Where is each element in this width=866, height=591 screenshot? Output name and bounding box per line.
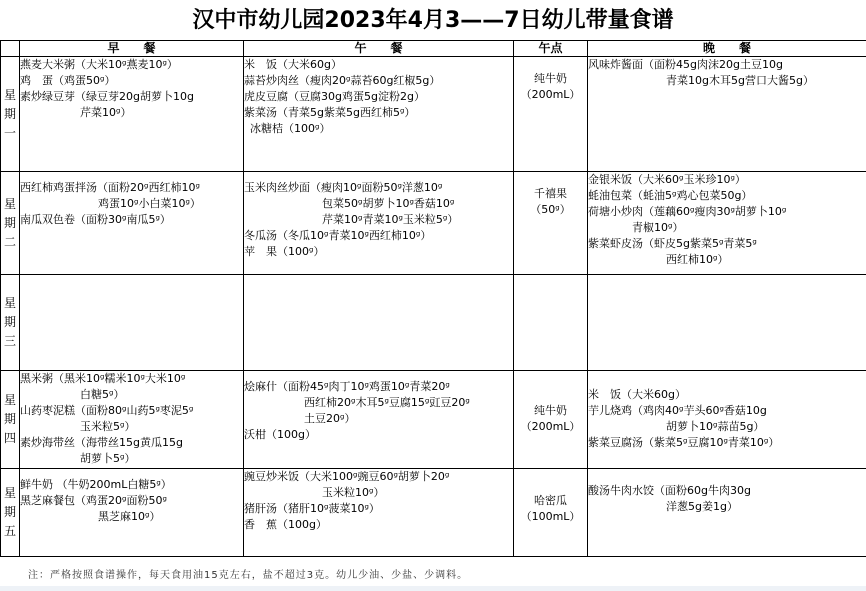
snack-name: 纯牛奶 [534,72,567,85]
breakfast-cell [20,172,244,275]
snack-cell [514,172,588,275]
dish-line: 胡萝卜10ᵍ蒜苗5g） [666,420,765,433]
corner-cell [1,41,20,57]
dish-line: 虎皮豆腐（豆腐30g鸡蛋5g淀粉2g） [244,90,425,103]
day-char: 期 [3,106,16,121]
dish-line: 鸡蛋10ᵍ小白菜10ᵍ） [98,197,201,210]
dish-line: 芋儿烧鸡（鸡肉40ᵍ芋头60ᵍ香菇10g [588,404,767,417]
day-char: 期 [3,215,16,230]
dish-line: 荷塘小炒肉（莲藕60ᵍ瘦肉30ᵍ胡萝卜10ᵍ [588,205,787,218]
day-char: 一 [3,125,16,140]
dish-line: 鸡 蛋（鸡蛋50ᵍ） [20,74,116,87]
bottom-strip [0,586,866,591]
dish-line: 蚝油包菜（蚝油5ᵍ鸡心包菜50g） [588,189,753,202]
dish-line: 洋葱5g姜1g） [666,500,738,513]
dish-line: 烩麻什（面粉45ᵍ肉丁10ᵍ鸡蛋10ᵍ青菜20ᵍ [244,380,450,393]
dish-line: 黑芝麻10ᵍ） [98,510,161,523]
dish-line: 黑芝麻餐包（鸡蛋20ᵍ面粉50ᵍ [20,494,167,507]
day-char: 星 [3,486,16,500]
breakfast-cell [20,371,244,469]
day-label [1,371,20,469]
dish-line: 西红柿20ᵍ木耳5ᵍ豆腐15ᵍ豇豆20ᵍ [304,396,470,409]
dish-line: 西红柿鸡蛋拌汤（面粉20ᵍ西红柿10ᵍ [20,181,200,194]
dish-line: 芹菜10ᵍ青菜10ᵍ玉米粒5ᵍ） [322,213,459,226]
dish-line: 苹 果（100ᵍ） [244,245,325,258]
day-char: 星 [3,393,16,407]
day-char: 期 [3,412,16,426]
lunch-cell [244,469,514,557]
dish-line: 玉米肉丝炒面（瘦肉10ᵍ面粉50ᵍ洋葱10ᵍ [244,181,443,194]
dish-line: 西红柿10ᵍ） [666,253,729,266]
day-char: 三 [3,334,16,348]
dish-line: 白糖5ᵍ） [80,388,125,401]
dish-line: 鲜牛奶 （牛奶200mL白糖5ᵍ） [20,478,172,491]
day-label [1,57,20,172]
day-char: 期 [3,315,16,329]
dish-line: 土豆20ᵍ） [304,412,356,425]
dish-line: 黑米粥（黑米10ᵍ糯米10ᵍ大米10ᵍ [20,372,186,385]
header-lunch: 午 餐 [244,41,514,57]
menu-table [0,40,866,557]
dish-line: 猪肝汤（猪肝10ᵍ菠菜10ᵍ） [244,502,380,515]
day-row-wed [1,275,866,371]
snack-amount: （100mL） [520,510,581,523]
day-char: 五 [3,524,16,538]
dish-line: 酸汤牛肉水饺（面粉60g牛肉30g [588,484,751,497]
menu-title: 汉中市幼儿园2023年4月3——7日幼儿带量食谱 [192,8,674,33]
dish-line: 米 饭（大米60g） [244,58,342,71]
snack-cell [514,275,588,371]
day-char: 星 [3,296,16,310]
dish-line: 米 饭（大米60g） [588,388,686,401]
dish-line: 玉米粒5ᵍ） [80,420,136,433]
dish-line: 金银米饭（大米60ᵍ玉米珍10ᵍ） [588,173,746,186]
dish-line: 风味炸酱面（面粉45g肉沫20g土豆10g [588,58,783,71]
dinner-cell [588,371,866,469]
day-label [1,469,20,557]
dinner-cell [588,275,866,371]
footnote: 注：严格按照食谱操作，每天食用油15克左右，盐不超过3克。幼儿少油、少盐、少调料。 [28,570,469,581]
dish-line: 紫菜虾皮汤（虾皮5g紫菜5ᵍ青菜5ᵍ [588,237,757,250]
day-char: 期 [3,505,16,519]
breakfast-cell [20,57,244,172]
dish-line: 青菜10g木耳5g营口大酱5g） [666,74,814,87]
breakfast-cell [20,469,244,557]
lunch-cell [244,57,514,172]
dish-line: 豌豆炒米饭（大米100ᵍ豌豆60ᵍ胡萝卜20ᵍ [244,470,450,483]
snack-cell [514,469,588,557]
day-char: 四 [3,431,16,445]
day-row-fri [1,469,866,557]
dinner-cell [588,469,866,557]
snack-name: 纯牛奶 [534,404,567,417]
lunch-cell [244,275,514,371]
snack-name: 千禧果 [534,187,567,200]
dish-line: 紫菜豆腐汤（紫菜5ᵍ豆腐10ᵍ青菜10ᵍ） [588,436,780,449]
day-char: 二 [3,234,16,249]
dinner-cell [588,57,866,172]
dinner-cell [588,172,866,275]
dish-line: 冬瓜汤（冬瓜10ᵍ青菜10ᵍ西红柿10ᵍ） [244,229,432,242]
breakfast-cell [20,275,244,371]
header-dinner: 晚 餐 [588,41,866,57]
dish-line: 素炒绿豆芽（绿豆芽20g胡萝卜10g [20,90,194,103]
dish-line: 南瓜双色卷（面粉30ᵍ南瓜5ᵍ） [20,213,171,226]
snack-cell [514,57,588,172]
dish-line: 蒜苔炒肉丝（瘦肉20ᵍ蒜苔60g红椒5g） [244,74,441,87]
snack-amount: （50ᵍ） [530,203,571,216]
snack-name: 哈密瓜 [534,494,567,507]
dish-line: 冰糖桔（100ᵍ） [250,122,331,135]
header-breakfast: 早 餐 [20,41,244,57]
dish-line: 紫菜汤（青菜5g紫菜5g西红柿5ᵍ） [244,106,416,119]
day-label [1,275,20,371]
header-row [1,41,866,57]
snack-amount: （200mL） [520,88,581,101]
snack-cell [514,371,588,469]
snack-amount: （200mL） [520,420,581,433]
dish-line: 素炒海带丝（海带丝15g黄瓜15g [20,436,183,449]
day-row-thu [1,371,866,469]
day-row-mon [1,57,866,172]
lunch-cell [244,371,514,469]
lunch-cell [244,172,514,275]
dish-line: 燕麦大米粥（大米10ᵍ燕麦10ᵍ） [20,58,178,71]
dish-line: 香 蕉（100g） [244,518,327,531]
dish-line: 沃柑（100g） [244,428,316,441]
dish-line: 玉米粒10ᵍ） [322,486,385,499]
header-snack: 午点 [514,41,588,57]
day-char: 星 [3,87,16,102]
dish-line: 芹菜10ᵍ） [80,106,132,119]
day-char: 星 [3,196,16,211]
day-label [1,172,20,275]
dish-line: 胡萝卜5ᵍ） [80,452,136,465]
dish-line: 山药枣泥糕（面粉80ᵍ山药5ᵍ枣泥5ᵍ [20,404,194,417]
dish-line: 青椒10ᵍ） [632,221,684,234]
dish-line: 包菜50ᵍ胡萝卜10ᵍ香菇10ᵍ [322,197,455,210]
day-row-tue [1,172,866,275]
